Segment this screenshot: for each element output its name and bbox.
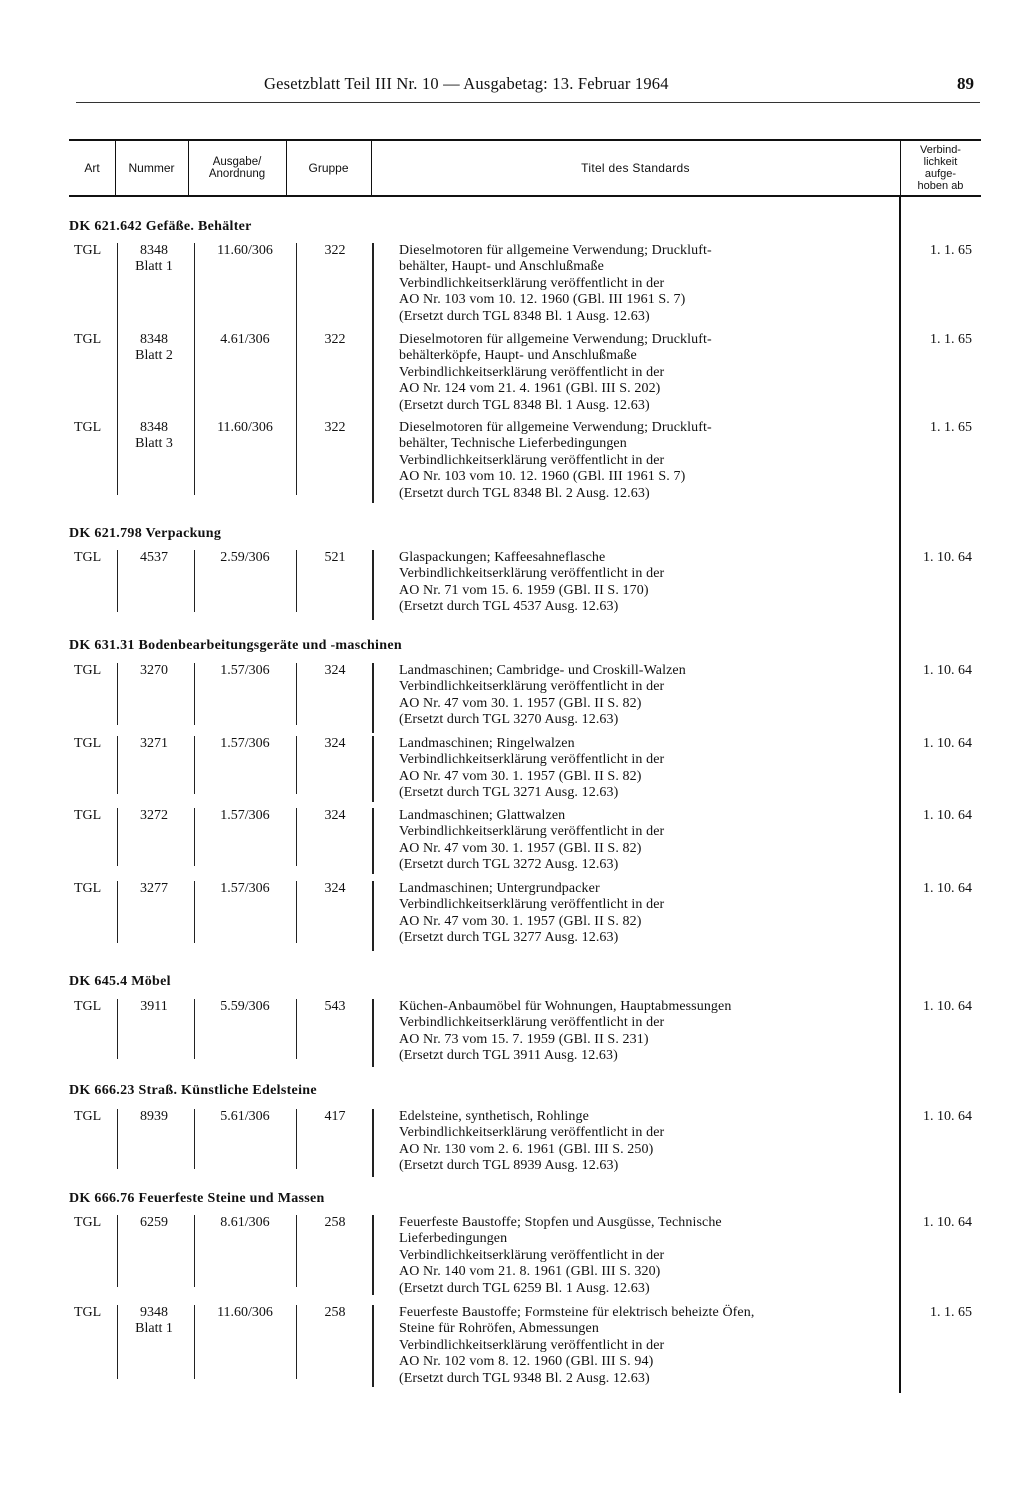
gruppe-cell: 322	[324, 332, 346, 347]
datum-cell: 1. 10. 64	[923, 736, 972, 751]
ausgabe-cell: 1.57/306	[220, 736, 270, 751]
nummer-cell: 3272	[140, 808, 168, 823]
titel-cell: Glaspackungen; Kaffeesahneflasche Verbindlichkeitserklärung veröffentlicht in der AO Nr. 71 vom 15. 6. 1959 (GBl. II S. 170) (Ersetzt durch TGL 4537 Ausg. 12.63)	[399, 550, 665, 615]
ausgabe-cell: 1.57/306	[220, 663, 270, 678]
table-header	[69, 139, 981, 197]
datum-cell: 1. 1. 65	[930, 243, 972, 258]
art-cell: TGL	[74, 999, 102, 1014]
column-header-titel: Titel des Standards	[371, 141, 901, 195]
table-row	[0, 550, 1024, 620]
column-divider	[194, 736, 195, 794]
art-cell: TGL	[74, 420, 102, 435]
column-divider	[296, 1305, 297, 1379]
column-divider	[372, 332, 374, 412]
column-divider	[194, 999, 195, 1059]
column-divider	[372, 999, 374, 1067]
section-heading: DK 666.76 Feuerfeste Steine und Massen	[69, 1191, 325, 1206]
datum-cell: 1. 1. 65	[930, 332, 972, 347]
nummer-cell: 8939	[140, 1109, 168, 1124]
ausgabe-cell: 1.57/306	[220, 808, 270, 823]
table-row	[0, 1109, 1024, 1177]
gruppe-cell: 324	[324, 663, 346, 678]
column-header-verbindlichkeit: Verbind- lichkeit aufge- hoben ab	[917, 144, 964, 192]
ausgabe-cell: 2.59/306	[220, 550, 270, 565]
gruppe-cell: 417	[324, 1109, 346, 1124]
titel-cell: Landmaschinen; Ringelwalzen Verbindlichkeitserklärung veröffentlicht in der AO Nr. 47 vom 30. 1. 1957 (GBl. II S. 82) (Ersetzt durch TGL 3271 Ausg. 12.63)	[399, 736, 665, 801]
datum-cell: 1. 10. 64	[923, 550, 972, 565]
gruppe-cell: 521	[324, 550, 346, 565]
section-heading: DK 621.798 Verpackung	[69, 526, 222, 541]
gruppe-cell: 324	[324, 808, 346, 823]
nummer-cell: 8348 Blatt 1	[135, 243, 173, 275]
art-cell: TGL	[74, 243, 102, 258]
column-divider	[296, 663, 297, 725]
column-header-ausgabe: Ausgabe/ Anordnung	[188, 141, 287, 195]
ausgabe-cell: 11.60/306	[217, 420, 273, 435]
nummer-cell: 4537	[140, 550, 168, 565]
art-cell: TGL	[74, 881, 102, 896]
art-cell: TGL	[74, 1215, 102, 1230]
column-divider	[296, 808, 297, 866]
nummer-cell: 3277	[140, 881, 168, 896]
column-divider	[194, 808, 195, 866]
gruppe-cell: 258	[324, 1305, 346, 1320]
nummer-cell: 3271	[140, 736, 168, 751]
column-divider	[372, 808, 374, 874]
column-divider	[372, 663, 374, 733]
section-heading: DK 621.642 Gefäße. Behälter	[69, 219, 252, 234]
ausgabe-cell: 8.61/306	[220, 1215, 270, 1230]
column-divider	[194, 332, 195, 404]
section-heading: DK 666.23 Straß. Künstliche Edelsteine	[69, 1083, 317, 1098]
table-row	[0, 736, 1024, 802]
table-row	[0, 420, 1024, 502]
nummer-cell: 6259	[140, 1215, 168, 1230]
art-cell: TGL	[74, 1305, 102, 1320]
titel-cell: Landmaschinen; Glattwalzen Verbindlichkeitserklärung veröffentlicht in der AO Nr. 47 vom 30. 1. 1957 (GBl. II S. 82) (Ersetzt durch TGL 3272 Ausg. 12.63)	[399, 808, 665, 873]
page-number: 89	[957, 74, 974, 93]
titel-cell: Dieselmotoren für allgemeine Verwendung; Druckluft- behälter, Haupt- und Anschlußmaße Verbindlichkeitserklärung veröffentlicht in der AO Nr. 103 vom 10. 12. 1960 (GBl. III 1961 S. 7) (Ersetzt durch TGL 8348 Bl. 1 Ausg. 12.63)	[399, 243, 712, 324]
column-divider	[194, 1215, 195, 1287]
table-row	[0, 1215, 1024, 1295]
nummer-cell: 3270	[140, 663, 168, 678]
column-divider	[296, 881, 297, 943]
gruppe-cell: 324	[324, 736, 346, 751]
table-row	[0, 1305, 1024, 1387]
art-cell: TGL	[74, 663, 102, 678]
ausgabe-cell: 11.60/306	[217, 243, 273, 258]
gruppe-cell: 322	[324, 420, 346, 435]
datum-cell: 1. 10. 64	[923, 881, 972, 896]
column-header-gruppe: Gruppe	[286, 141, 372, 195]
ausgabe-cell: 4.61/306	[220, 332, 270, 347]
table-row	[0, 881, 1024, 951]
column-divider	[194, 1109, 195, 1169]
column-header-art: Art	[69, 141, 116, 195]
gruppe-cell: 322	[324, 243, 346, 258]
column-divider	[372, 1305, 374, 1387]
column-divider	[372, 550, 374, 620]
titel-cell: Edelsteine, synthetisch, Rohlinge Verbindlichkeitserklärung veröffentlicht in der AO Nr. 130 vom 2. 6. 1961 (GBl. III S. 250) (Ersetzt durch TGL 8939 Ausg. 12.63)	[399, 1109, 665, 1174]
art-cell: TGL	[74, 332, 102, 347]
column-divider	[372, 1215, 374, 1295]
gruppe-cell: 258	[324, 1215, 346, 1230]
art-cell: TGL	[74, 808, 102, 823]
datum-cell: 1. 10. 64	[923, 808, 972, 823]
column-divider	[194, 420, 195, 494]
nummer-cell: 3911	[140, 999, 168, 1014]
table-row	[0, 999, 1024, 1067]
datum-cell: 1. 10. 64	[923, 1215, 972, 1230]
gruppe-cell: 324	[324, 881, 346, 896]
art-cell: TGL	[74, 550, 102, 565]
nummer-cell: 8348 Blatt 3	[135, 420, 173, 452]
gruppe-cell: 543	[324, 999, 346, 1014]
column-divider	[194, 663, 195, 725]
column-divider	[296, 999, 297, 1059]
table-row	[0, 808, 1024, 874]
table-row	[0, 663, 1024, 733]
column-divider	[372, 420, 374, 502]
titel-cell: Küchen-Anbaumöbel für Wohnungen, Hauptabmessungen Verbindlichkeitserklärung veröffentlicht in der AO Nr. 73 vom 15. 7. 1959 (GBl. II S. 231) (Ersetzt durch TGL 3911 Ausg. 12.63)	[399, 999, 732, 1064]
column-divider	[296, 332, 297, 404]
datum-cell: 1. 10. 64	[923, 999, 972, 1014]
titel-cell: Dieselmotoren für allgemeine Verwendung; Druckluft- behälterköpfe, Haupt- und Anschlußmaße Verbindlichkeitserklärung veröffentlicht in der AO Nr. 124 vom 21. 4. 1961 (GBl. III S. 202) (Ersetzt durch TGL 8348 Bl. 1 Ausg. 12.63)	[399, 332, 712, 413]
column-divider	[372, 881, 374, 951]
column-divider	[372, 1109, 374, 1177]
nummer-cell: 9348 Blatt 1	[135, 1305, 173, 1337]
column-divider	[296, 1109, 297, 1169]
column-divider	[296, 736, 297, 794]
column-divider	[194, 550, 195, 612]
titel-cell: Feuerfeste Baustoffe; Formsteine für elektrisch beheizte Öfen, Steine für Rohröfen, Abmessungen Verbindlichkeitserklärung veröffentlicht in der AO Nr. 102 vom 8. 12. 1960 (GBl. III S. 94) (Ersetzt durch TGL 9348 Bl. 2 Ausg. 12.63)	[399, 1305, 755, 1386]
ausgabe-cell: 11.60/306	[217, 1305, 273, 1320]
ausgabe-cell: 5.59/306	[220, 999, 270, 1014]
titel-cell: Landmaschinen; Untergrundpacker Verbindlichkeitserklärung veröffentlicht in der AO Nr. 47 vom 30. 1. 1957 (GBl. II S. 82) (Ersetzt durch TGL 3277 Ausg. 12.63)	[399, 881, 665, 946]
datum-cell: 1. 10. 64	[923, 1109, 972, 1124]
datum-cell: 1. 10. 64	[923, 663, 972, 678]
titel-cell: Landmaschinen; Cambridge- und Croskill-Walzen Verbindlichkeitserklärung veröffentlicht in der AO Nr. 47 vom 30. 1. 1957 (GBl. II S. 82) (Ersetzt durch TGL 3270 Ausg. 12.63)	[399, 663, 686, 728]
titel-cell: Dieselmotoren für allgemeine Verwendung; Druckluft- behälter, Technische Lieferbedingungen Verbindlichkeitserklärung veröffentlicht in der AO Nr. 103 vom 10. 12. 1960 (GBl. III 1961 S. 7) (Ersetzt durch TGL 8348 Bl. 2 Ausg. 12.63)	[399, 420, 712, 501]
column-divider	[296, 550, 297, 612]
ausgabe-cell: 1.57/306	[220, 881, 270, 896]
datum-cell: 1. 1. 65	[930, 1305, 972, 1320]
header-rule	[76, 102, 980, 103]
titel-cell: Feuerfeste Baustoffe; Stopfen und Ausgüsse, Technische Lieferbedingungen Verbindlichkeitserklärung veröffentlicht in der AO Nr. 140 vom 21. 8. 1961 (GBl. III S. 320) (Ersetzt durch TGL 6259 Bl. 1 Ausg. 12.63)	[399, 1215, 722, 1296]
datum-cell: 1. 1. 65	[930, 420, 972, 435]
art-cell: TGL	[74, 1109, 102, 1124]
nummer-cell: 8348 Blatt 2	[135, 332, 173, 364]
column-divider	[194, 881, 195, 943]
ausgabe-cell: 5.61/306	[220, 1109, 270, 1124]
column-divider	[194, 1305, 195, 1379]
running-head	[0, 74, 1024, 100]
column-divider	[372, 736, 374, 802]
section-heading: DK 631.31 Bodenbearbeitungsgeräte und -maschinen	[69, 638, 402, 653]
table-row	[0, 332, 1024, 412]
section-heading: DK 645.4 Möbel	[69, 974, 171, 989]
art-cell: TGL	[74, 736, 102, 751]
column-divider	[296, 420, 297, 494]
column-divider	[296, 1215, 297, 1287]
page-header-title: Gesetzblatt Teil III Nr. 10 — Ausgabetag: 13. Februar 1964	[264, 74, 669, 93]
column-header-nummer: Nummer	[115, 141, 189, 195]
